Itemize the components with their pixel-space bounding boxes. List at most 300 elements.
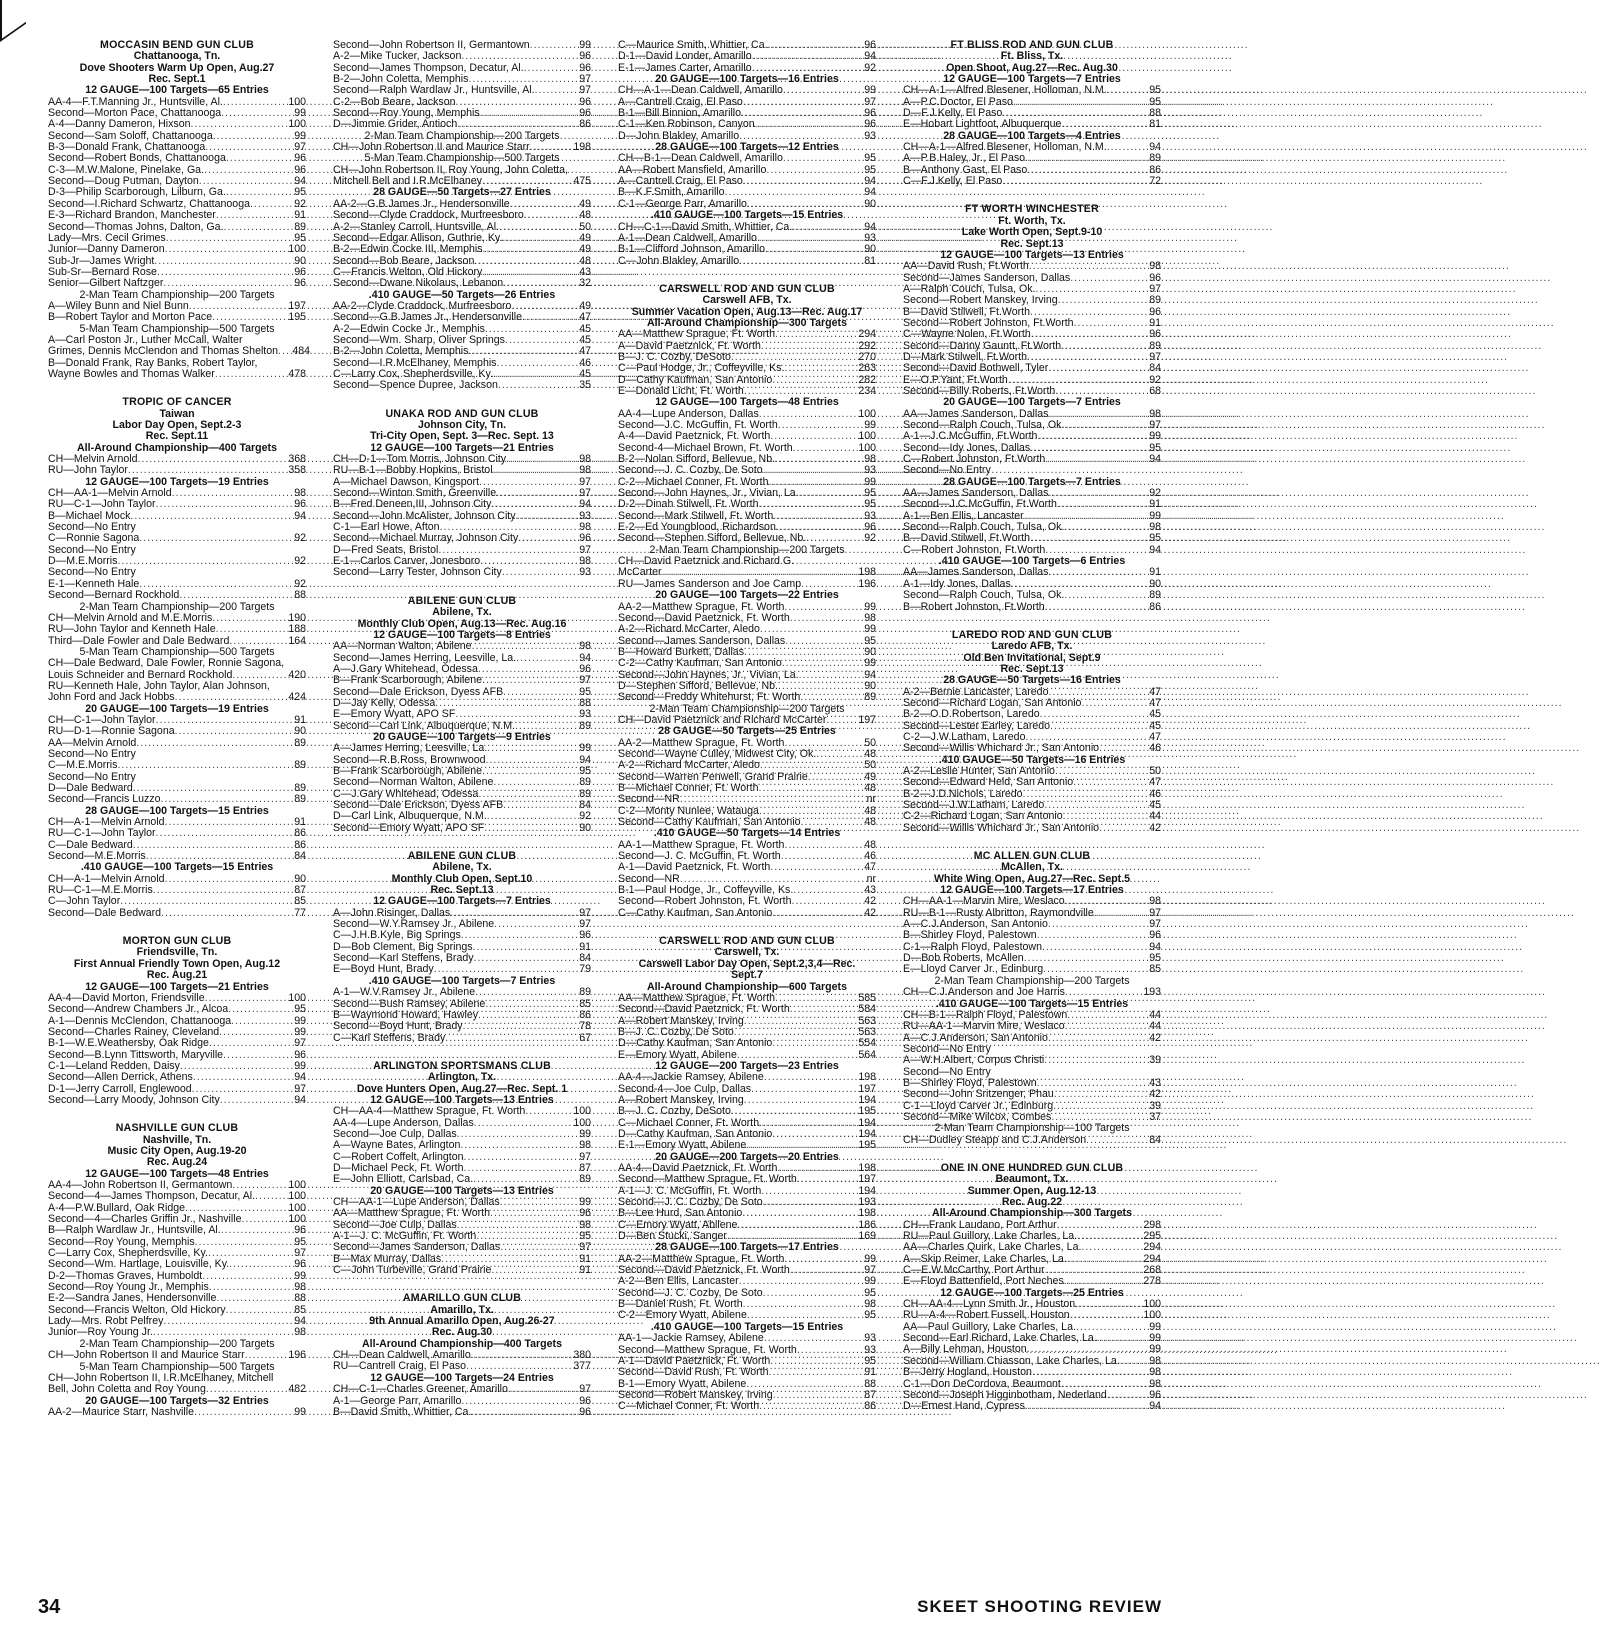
dot-leader (165, 244, 280, 255)
shooter-name: B—Frank Scarborough, Abilene (333, 764, 482, 777)
score: 478 (288, 367, 306, 380)
result-row (333, 210, 591, 221)
shooter-name: Second—R.B.Ross, Brownwood (333, 753, 486, 766)
dot-leader (775, 329, 850, 340)
score: 98 (1149, 260, 1161, 273)
dot-leader (1064, 590, 1135, 601)
score: 93 (864, 1343, 876, 1356)
score: 93 (864, 231, 876, 244)
score: 95 (864, 152, 876, 165)
club-detail: Abilene, Tx. (432, 606, 492, 619)
result-row (618, 908, 876, 919)
score: 89 (294, 793, 306, 806)
shooter-name: C-1—Ralph Floyd, Palestown (903, 940, 1042, 953)
shooter-name: Second—Sam Soloff, Chattanooga (48, 129, 213, 142)
result-row (48, 345, 311, 358)
score: 94 (1149, 141, 1161, 154)
score: 99 (579, 39, 591, 51)
score: 96 (294, 498, 306, 511)
score: 89 (1149, 589, 1161, 602)
score: 96 (579, 929, 591, 942)
result-row (333, 823, 591, 834)
shooter-name: CH—C-1—Charles Greener, Amarillo (333, 1383, 508, 1396)
result-row (618, 1140, 876, 1151)
shooter-name: Second—Matthew Sprague, Ft. Worth (618, 1343, 797, 1356)
dot-leader (228, 1004, 280, 1015)
club-detail: Rec. Aug.30 (431, 1326, 493, 1339)
score: 49 (579, 299, 591, 312)
dot-leader (1045, 602, 1135, 613)
shooter-name: E-1—Carlos Carver, Jonesboro (333, 555, 481, 568)
score: 48 (864, 838, 876, 851)
score: 48 (864, 782, 876, 794)
results-column-2 (333, 40, 591, 1435)
dot-leader (179, 590, 280, 601)
event-title: 12 GAUGE—100 Targets—21 Entries (370, 441, 554, 454)
shooter-name: RU—C-1—M.E.Morris (48, 884, 153, 897)
dot-leader (473, 1174, 565, 1185)
club-detail: Dove Hunters Open, Aug.27—Rec. Sept. 1 (356, 1082, 568, 1095)
score: 94 (294, 1093, 306, 1106)
result-row (333, 312, 591, 323)
score: 45 (1149, 799, 1161, 811)
score: 67 (579, 1031, 591, 1044)
shooter-name: E—Emory Wyatt, APO SF (333, 708, 456, 721)
event-title: 12 GAUGE—100 Targets—21 Entries (85, 980, 269, 993)
shooter-name: A-2—Richard McCarter, Aledo (618, 623, 760, 636)
shooter-name: A—Cantrell Craig, El Paso (618, 95, 743, 108)
score: 88 (1149, 107, 1161, 120)
shooter-name: Second—No Entry (48, 543, 136, 556)
page-corner-mark (0, 0, 26, 42)
result-row (618, 1401, 876, 1412)
result-row (333, 1174, 591, 1185)
score: 87 (294, 884, 306, 897)
dot-leader (1031, 329, 1135, 340)
score: 42 (1149, 1031, 1161, 1044)
score: nr (866, 872, 876, 885)
dot-leader (498, 380, 565, 391)
shooter-name: A—C.J.Anderson, San Antonio (903, 1031, 1048, 1044)
shooter-name: B-2—Edwin Cocke III, Memphis (333, 243, 483, 256)
result-row (333, 1208, 591, 1219)
score: 89 (579, 787, 591, 800)
shooter-name: B—Frank Scarborough, Abilene (333, 674, 482, 687)
shooter-name: Second—John Haynes, Jr., Vivian, La. (618, 668, 799, 681)
score: 98 (1149, 895, 1161, 908)
dot-leader (760, 624, 850, 635)
shooter-name: AA—Matthew Sprague, Ft. Worth (618, 328, 776, 341)
score: 85 (294, 895, 306, 908)
result-row (903, 295, 1161, 306)
club-results (903, 40, 1161, 187)
score: 97 (579, 1150, 591, 1163)
score: 96 (579, 662, 591, 675)
score: 95 (294, 1235, 306, 1248)
result-row (48, 278, 306, 289)
shooter-name: B—Daniel Rush, Ft. Worth (618, 1298, 743, 1311)
shooter-name: Second—Larry Tester, Johnson City (333, 566, 502, 579)
result-row (48, 210, 306, 221)
shooter-name: Second—Bob Beare, Jackson (333, 254, 475, 267)
score: 99 (294, 1025, 306, 1038)
shooter-name: 2-Man Team Championship—200 Targets (649, 702, 845, 715)
score: 92 (579, 810, 591, 823)
dot-leader (463, 1021, 565, 1032)
shooter-name: Second—Bush Ramsey, Abilene (333, 997, 486, 1010)
score: 91 (294, 816, 306, 829)
results-column-3 (618, 40, 876, 1430)
shooter-name: Second—Larry Moody, Johnson City (48, 1093, 220, 1106)
shooter-name: Second—NR (618, 793, 680, 806)
dot-leader (482, 675, 565, 686)
club-detail: Ft. Bliss, Tx. (1000, 50, 1064, 63)
score: 84 (579, 952, 591, 965)
shooter-name: A—Wiley Bunn and Niel Bunn (48, 299, 189, 312)
score: 85 (579, 997, 591, 1010)
score: 96 (864, 118, 876, 131)
score: 46 (579, 356, 591, 369)
result-row (618, 624, 876, 635)
score: 98 (1149, 407, 1161, 420)
score: 97 (294, 141, 306, 154)
shooter-name: Grimes, Dennis McClendon and Thomas Shelton (48, 345, 279, 358)
shooter-name: B—Shirley Floyd, Palestown (903, 1076, 1037, 1089)
shooter-name: C-2—Bob Beare, Jackson (333, 95, 456, 108)
score: 91 (1149, 316, 1161, 329)
score: 96 (579, 107, 591, 120)
shooter-name: CH—C.J.Anderson and Joe Harris (903, 986, 1065, 999)
shooter-name: A-2—Mike Tucker, Jackson (333, 50, 462, 63)
shooter-name: E—John Elliott, Carlsbad, Ca. (333, 1173, 474, 1186)
result-row (903, 431, 1161, 442)
score: 86 (1149, 600, 1161, 613)
score: 95 (1149, 84, 1161, 97)
shooter-name: Second—Thomas Johns, Dalton, Ga. (48, 220, 224, 233)
shooter-name: Second—Ralph Couch, Tulsa, Ok. (903, 589, 1065, 602)
shooter-name: Second—Danny Gauntt, Ft.Worth (903, 339, 1062, 352)
event-title: .410 GAUGE—50 Targets—26 Entries (368, 288, 556, 301)
shooter-name: AA-1—Jackie Ramsey, Abilene (618, 1332, 764, 1345)
score: 94 (1149, 940, 1161, 953)
score: 49 (864, 770, 876, 783)
shooter-name: A—C.J.Anderson, San Antonio (903, 918, 1048, 931)
score: 197 (288, 299, 306, 312)
shooter-name: B-1—Paul Hodge, Jr., Coffeyville, Ks. (618, 884, 794, 897)
result-row (618, 1072, 876, 1083)
club-name: FT BLISS ROD AND GUN CLUB (950, 39, 1114, 51)
shooter-name: 2-Man Team Championship—200 Targets (934, 974, 1130, 987)
shooter-name: D—Ben Stucki, Sanger (618, 1230, 727, 1243)
result-row (48, 1350, 306, 1361)
score: 94 (294, 1315, 306, 1328)
club-name: UNAKA ROD AND GUN CLUB (385, 407, 539, 420)
club-results (48, 1123, 306, 1418)
shooter-name: RU—C-1—John Taylor (48, 498, 156, 511)
club-detail: Friendsville, Tn. (136, 946, 218, 959)
shooter-name: Second—Dale Erickson, Dyess AFB (333, 685, 504, 698)
shooter-name: Second—Charles Rainey, Cleveland (48, 1025, 220, 1038)
shooter-name: CH—John Robertson II, Roy Young, John Coletta, (333, 163, 568, 176)
result-row (333, 1033, 591, 1044)
shooter-name: D—Carl Link, Albuquerque, N.M. (333, 810, 487, 823)
shooter-name: Second—John McAlister, Johnson City (333, 509, 516, 522)
score: 90 (579, 821, 591, 834)
score: 96 (294, 1258, 306, 1271)
score: 84 (1149, 1133, 1161, 1146)
result-row (48, 1004, 306, 1015)
shooter-name: Second—Robert Johnston, Ft. Worth (618, 895, 792, 908)
shooter-name: Second—4—James Thompson, Decatur, Al. (48, 1190, 256, 1203)
score: 95 (1149, 532, 1161, 545)
score: 198 (858, 1207, 876, 1220)
shooter-name: C—Paul Hodge, Jr., Coffeyville, Ks. (618, 362, 785, 375)
shooter-name: B—Ralph Wardlaw Jr., Huntsville, Al. (48, 1224, 221, 1237)
shooter-name: Second—James Herring, Leesville, La. (333, 651, 517, 664)
score: 91 (864, 1366, 876, 1379)
dot-leader (475, 987, 565, 998)
shooter-name: Second—Idy Jones, Dallas (903, 441, 1031, 454)
score: 48 (579, 209, 591, 222)
shooter-name: Second-4—Michael Brown, Ft. Worth (618, 441, 793, 454)
result-row (903, 602, 1161, 613)
shooter-name: B-3—Donald Frank, Chattanooga (48, 141, 206, 154)
score: 475 (573, 175, 591, 188)
score: 79 (579, 963, 591, 976)
dot-leader (193, 1072, 280, 1083)
shooter-name: C—Robert Johnston, Ft.Worth (903, 453, 1046, 466)
shooter-name: Second—J. C. Cozby, De Soto (618, 464, 763, 477)
score: 93 (864, 1332, 876, 1345)
shooter-name: 2-Man Team Championship—200 Targets (364, 129, 560, 142)
score: 78 (579, 1020, 591, 1033)
shooter-name: AA—Matthew Sprague, Ft. Worth (333, 1207, 491, 1220)
shooter-name: Second—Dale Erickson, Dyess AFB (333, 799, 504, 811)
shooter-name: 5-Man Team Championship—500 Targets (364, 152, 560, 165)
club-results (618, 284, 876, 919)
score: 292 (858, 339, 876, 352)
shooter-name: C-2—J.W.Latham, Laredo (903, 730, 1026, 743)
score: 48 (579, 254, 591, 267)
dot-leader (759, 1401, 850, 1412)
score: 49 (579, 231, 591, 244)
score: 99 (864, 600, 876, 613)
shooter-name: Second—J.C. McGuffin, Ft. Worth (618, 419, 778, 431)
club-name: ABILENE GUN CLUB (407, 850, 517, 863)
score: 39 (1149, 1054, 1161, 1067)
result-row (333, 641, 591, 652)
dot-leader (216, 624, 280, 635)
dot-leader (130, 511, 280, 522)
shooter-name: CH—AA-1—Marvin Mire, Weslaco (903, 895, 1065, 908)
shooter-name: Second—Winton Smith, Greenville (333, 487, 497, 500)
shooter-name: CH—D-1—Tom Morris, Johnson City (333, 453, 507, 466)
club-results (333, 596, 591, 834)
event-title: 20 GAUGE—100 Targets—19 Entries (85, 702, 269, 715)
score: 99 (1149, 1343, 1161, 1356)
shooter-name: AA—Norman Walton, Abilene (333, 640, 472, 653)
shooter-name: AA-4—Jackie Ramsey, Abilene (618, 1071, 764, 1084)
shooter-name: Second—Willis Whichard Jr., San Antonio (903, 742, 1100, 755)
score: 96 (579, 50, 591, 63)
score: 39 (1149, 1099, 1161, 1112)
score: 99 (1149, 430, 1161, 443)
dot-leader (1099, 823, 1135, 834)
dot-leader (1025, 1401, 1135, 1412)
shooter-name: Second—G.B.James Jr., Hendersonville (333, 311, 523, 324)
dot-leader (1002, 176, 1135, 187)
shooter-name: C—M.E.Morris (48, 759, 118, 772)
score: 100 (288, 1190, 306, 1203)
shooter-name: A—Cantrell Craig, El Paso (618, 175, 743, 188)
shooter-name: D—Cathy Kaufman, San Antonio (618, 1127, 773, 1140)
shooter-name: 2-Man Team Championship—200 Targets (79, 288, 275, 301)
event-title: .410 GAUGE—100 Targets—15 Entries (935, 997, 1129, 1010)
shooter-name: A-1—David Paetznick, Ft. Worth (618, 1354, 771, 1367)
score: 94 (1149, 1400, 1161, 1413)
club-detail: Dove Shooters Warm Up Open, Aug.27 (79, 61, 275, 74)
shooter-name: A-1—J. C. McGuffin, Ft. Worth (333, 1230, 477, 1243)
score: 93 (579, 708, 591, 721)
dot-leader (487, 811, 565, 822)
score: 98 (294, 1281, 306, 1294)
score: 46 (864, 850, 876, 863)
score: 94 (1149, 543, 1161, 556)
score: 46 (1149, 742, 1161, 755)
dot-leader (765, 244, 850, 255)
shooter-name: Lady—Mrs. Cecil Grimes (48, 231, 166, 244)
club-results (333, 1061, 591, 1277)
shooter-name: Second—Lester Earley, Laredo (903, 719, 1051, 732)
shooter-name: Second—B.Lynn Tittsworth, Maryville (48, 1048, 224, 1061)
shooter-name: Second—W.Y.Ramsey Jr., Abilene (333, 918, 495, 931)
event-title: 12 GAUGE—200 Targets—23 Entries (655, 1059, 839, 1072)
score: 368 (288, 453, 306, 466)
club-detail: Ft. Worth, Tx. (998, 214, 1066, 227)
score: 94 (1149, 453, 1161, 466)
shooter-name: Senior—Gilbert Naftzger (48, 277, 164, 290)
result-row (333, 567, 591, 578)
dot-leader (1048, 1033, 1135, 1044)
score: 87 (579, 1161, 591, 1174)
shooter-name: E-1—James Carter, Amarillo (618, 61, 752, 74)
score: 90 (864, 679, 876, 692)
score: 47 (1149, 730, 1161, 743)
shooter-name: CH—John Robertson II and Maurice Starr (48, 1349, 245, 1362)
club-name: ABILENE GUN CLUB (407, 594, 517, 607)
result-row (333, 380, 591, 391)
score: 92 (294, 555, 306, 568)
score: 89 (294, 736, 306, 749)
score: 94 (864, 220, 876, 233)
shooter-name: Second—Billy Roberts, Ft.Worth (903, 384, 1056, 397)
shooter-name: B—Robert Taylor and Morton Pace (48, 311, 213, 324)
shooter-name: Second—Francis Luzzo (48, 793, 161, 806)
dot-leader (525, 1106, 565, 1117)
shooter-name: Second—Norman Walton, Abilene (333, 776, 494, 789)
shooter-name: C—Emory Wyatt, Abilene (618, 1218, 738, 1231)
shooter-name: D—Bob Roberts, McAllen (903, 952, 1024, 965)
score: 193 (858, 1196, 876, 1209)
dot-leader (770, 431, 850, 442)
shooter-name: Second—James Sanderson, Dallas (333, 1241, 501, 1254)
score: 198 (858, 1162, 876, 1174)
shooter-name: A-2—Leslie Hunter, San Antonio (903, 764, 1055, 777)
score: 94 (294, 175, 306, 188)
score: 98 (864, 611, 876, 624)
score: 91 (1149, 566, 1161, 579)
team-event-caption (903, 1123, 1161, 1134)
shooter-name: Second—Cathy Kaufman, San Antonio (618, 816, 801, 829)
score: 93 (579, 566, 591, 579)
shooter-name: Second—Joe Culp, Dallas (333, 1218, 457, 1231)
score: 99 (1149, 509, 1161, 522)
score: 98 (579, 640, 591, 653)
shooter-name: Second—Robert Manskey, Irving (618, 1388, 773, 1401)
shooter-name: E—Hobart Lightfoot, Albuquerque (903, 118, 1062, 131)
event-title: 12 GAUGE—100 Targets—7 Entries (943, 73, 1121, 86)
score: 96 (294, 1224, 306, 1237)
shooter-name: Second—M.E.Morris (48, 850, 146, 863)
shooter-name: Second—James Sanderson, Dallas (903, 271, 1071, 284)
score: 97 (579, 543, 591, 556)
score: 97 (579, 906, 591, 919)
shooter-name: AA-2—Clyde Craddock, Murfreesboro (333, 299, 512, 312)
score: 99 (864, 84, 876, 97)
score: 96 (1149, 929, 1161, 942)
shooter-name: A-1—Ben Ellis, Lancaster (903, 509, 1024, 522)
result-row (333, 777, 591, 788)
shooter-name: D-1—David Londer, Amarillo (618, 50, 752, 63)
score: 98 (1149, 521, 1161, 534)
score: 46 (1149, 787, 1161, 800)
shooter-name: CH—C-1—David Smith, Whittier, Ca. (618, 220, 793, 233)
shooter-name: Second—James Sanderson, Dallas (618, 634, 786, 647)
score: 47 (1149, 776, 1161, 789)
result-row (48, 244, 306, 255)
dot-leader (460, 1140, 565, 1151)
score: 91 (294, 209, 306, 222)
shooter-name: C—E.W.McCarthy, Port Arthur (903, 1264, 1045, 1277)
shooter-name: Second—Spence Dupree, Jackson (333, 379, 498, 392)
dot-leader (797, 1174, 850, 1185)
event-title: 20 GAUGE—100 Targets—32 Entries (85, 1394, 269, 1407)
score: 99 (294, 1405, 306, 1418)
shooter-name: E—Floyd Battenfield, Port Neches (903, 1275, 1064, 1288)
score: 97 (294, 1082, 306, 1095)
score: 96 (1149, 328, 1161, 341)
club-results (48, 397, 306, 919)
score: 85 (1149, 963, 1161, 976)
score: 86 (864, 1400, 876, 1413)
result-row (618, 1174, 876, 1185)
result-row (903, 1135, 1161, 1146)
score: 100 (1143, 1309, 1161, 1322)
score: 380 (573, 1349, 591, 1362)
dot-leader (160, 794, 280, 805)
dot-leader (782, 658, 850, 669)
shooter-name: B—Donald Frank, Ray Banks, Robert Taylor, (48, 356, 258, 369)
result-row (903, 176, 1161, 187)
result-row (618, 51, 876, 62)
result-row (333, 1384, 591, 1395)
score: 98 (294, 487, 306, 500)
result-row (903, 329, 1161, 340)
shooter-name: Second—NR (618, 872, 680, 885)
score: 89 (294, 782, 306, 794)
score: 44 (1149, 1020, 1161, 1033)
score: 94 (864, 668, 876, 681)
